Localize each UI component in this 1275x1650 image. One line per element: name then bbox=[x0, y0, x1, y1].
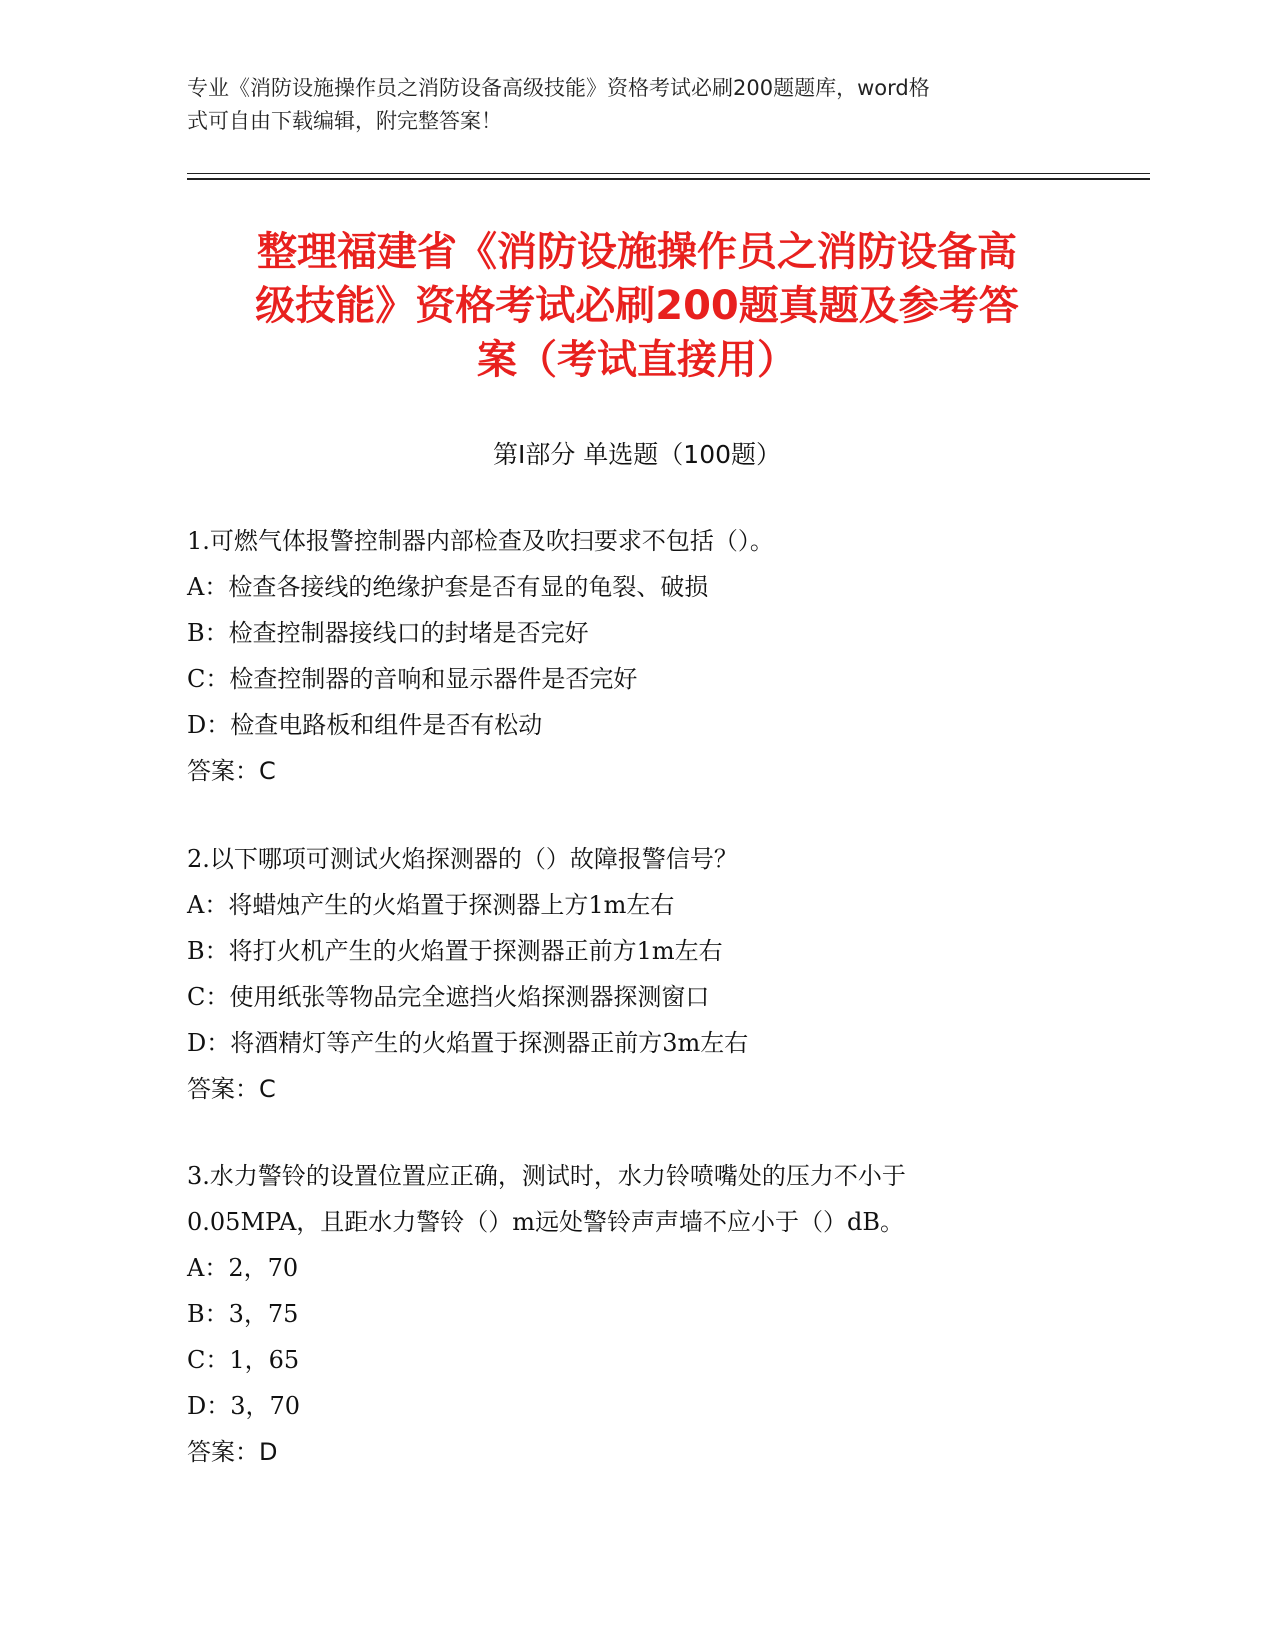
option-c: C：1，65 bbox=[187, 1346, 300, 1374]
question-3 bbox=[187, 1153, 1087, 1475]
question-2 bbox=[187, 836, 1087, 1112]
header-note bbox=[187, 72, 1087, 138]
header-note-line-2: 式可自由下载编辑，附完整答案！ bbox=[187, 109, 502, 133]
option-b: B：3，75 bbox=[187, 1300, 299, 1328]
option-c: C：检查控制器的音响和显示器件是否完好 bbox=[187, 665, 638, 693]
option-b: B：检查控制器接线口的封堵是否完好 bbox=[187, 619, 589, 647]
header-note-line-1: 专业《消防设施操作员之消防设备高级技能》资格考试必刷200题题库，word格 bbox=[187, 76, 930, 100]
header-divider-thin bbox=[187, 173, 1150, 174]
question-stem: 1.可燃气体报警控制器内部检查及吹扫要求不包括（）。 bbox=[187, 527, 774, 555]
page-title-line-2: 级技能》资格考试必刷200题真题及参考答 bbox=[255, 283, 1019, 329]
answer: 答案：C bbox=[187, 757, 276, 785]
question-stem-line-2: 0.05MPA，且距水力警铃（）m远处警铃声声墙不应小于（）dB。 bbox=[187, 1208, 905, 1236]
question-stem-line-1: 3.水力警铃的设置位置应正确，测试时，水力铃喷嘴处的压力不小于 bbox=[187, 1162, 906, 1190]
option-d: D：检查电路板和组件是否有松动 bbox=[187, 711, 543, 739]
question-1 bbox=[187, 518, 1087, 794]
page-title bbox=[187, 225, 1087, 387]
answer: 答案：D bbox=[187, 1438, 278, 1466]
option-a: A：2，70 bbox=[187, 1254, 299, 1282]
option-b: B：将打火机产生的火焰置于探测器正前方1m左右 bbox=[187, 937, 723, 965]
question-stem: 2.以下哪项可测试火焰探测器的（）故障报警信号？ bbox=[187, 845, 738, 873]
option-c: C：使用纸张等物品完全遮挡火焰探测器探测窗口 bbox=[187, 983, 710, 1011]
option-d: D：3，70 bbox=[187, 1392, 301, 1420]
answer: 答案：C bbox=[187, 1075, 276, 1103]
option-a: A：检查各接线的绝缘护套是否有显的龟裂、破损 bbox=[187, 573, 709, 601]
option-a: A：将蜡烛产生的火焰置于探测器上方1m左右 bbox=[187, 891, 675, 919]
header-divider-thick bbox=[187, 178, 1150, 180]
page-title-line-1: 整理福建省《消防设施操作员之消防设备高 bbox=[257, 229, 1017, 275]
section-heading: 第Ⅰ部分 单选题（100题） bbox=[492, 440, 782, 469]
option-d: D：将酒精灯等产生的火焰置于探测器正前方3m左右 bbox=[187, 1029, 749, 1057]
page-title-line-3: 案（考试直接用） bbox=[477, 337, 797, 383]
